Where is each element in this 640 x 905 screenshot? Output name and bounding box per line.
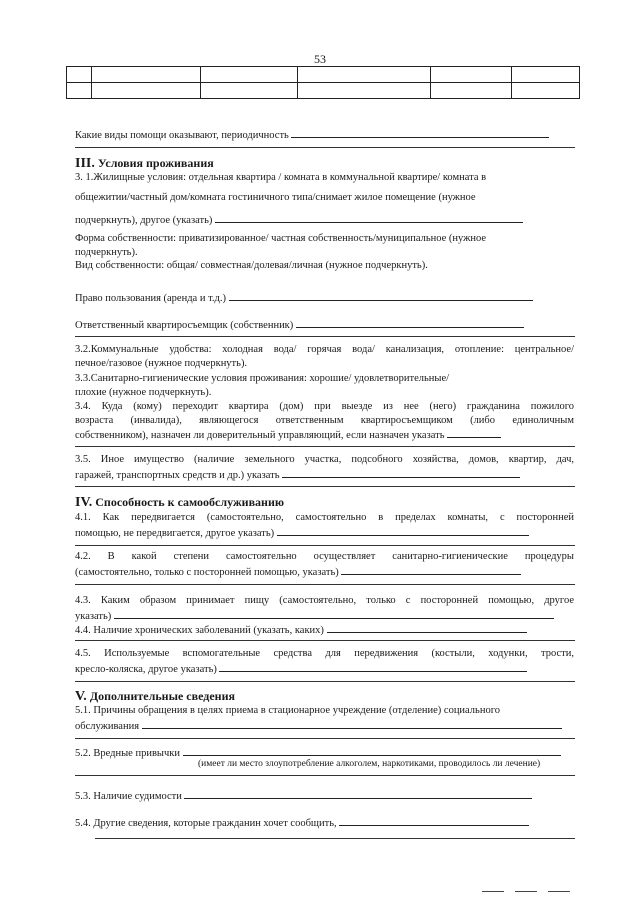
tenant-line <box>75 317 574 332</box>
table-row <box>67 67 580 83</box>
p5-4-line <box>75 815 574 830</box>
p5-2-note: (имеет ли место злоупотребление алкоголем, наркотиками, проводилось ли лечение) <box>198 759 541 769</box>
p3-1-other-field[interactable] <box>215 212 523 223</box>
help-types-line <box>75 127 574 142</box>
p5-4-label: 5.4. Другие сведения, которые гражданин хочет сообщить, <box>75 818 337 829</box>
blank-line[interactable] <box>75 545 575 546</box>
p5-2-field[interactable] <box>183 745 561 756</box>
p4-3-label: указать) <box>75 611 112 622</box>
p3-5-line-b <box>75 467 574 482</box>
right-of-use-line <box>75 290 574 305</box>
table-cell[interactable] <box>431 67 512 83</box>
section-5-heading <box>75 688 235 706</box>
p3-5-label: гаражей, транспортных средств и др.) указать <box>75 470 280 481</box>
table-cell[interactable] <box>298 83 431 99</box>
p3-4-trustee-label: собственником), назначен ли доверительный управляющий, если назначен указать <box>75 430 445 441</box>
blank-line[interactable] <box>75 584 575 585</box>
p3-2-line-b: печное/газовое (нужное подчеркнуть). <box>75 358 248 369</box>
p3-1-other-label: подчеркнуть), другое (указать) <box>75 215 213 226</box>
p3-4-trustee-field[interactable] <box>447 427 501 438</box>
p4-1-label: помощью, не передвигается, другое указать) <box>75 528 275 539</box>
help-types-label: Какие виды помощи оказывают, периодичность <box>75 130 289 141</box>
p5-2-label: 5.2. Вредные привычки <box>75 748 180 759</box>
help-types-field[interactable] <box>291 127 549 138</box>
p4-5-label: кресло-коляска, другое указать) <box>75 664 217 675</box>
table-row <box>67 83 580 99</box>
p3-2-line-a: 3.2.Коммунальные удобства: холодная вода/ горячая вода/ канализация, отопление: центральное/ <box>75 344 574 355</box>
table-cell[interactable] <box>512 83 580 99</box>
footer-mark <box>548 891 570 892</box>
blank-line[interactable] <box>75 640 575 641</box>
section-4-title: Способность к самообслуживанию <box>95 495 285 509</box>
right-of-use-field[interactable] <box>229 290 533 301</box>
ownership-form-a: Форма собственности: приватизированное/ частная собственность/муниципальное (нужное <box>75 233 487 244</box>
table-cell[interactable] <box>67 83 92 99</box>
p4-2-label: (самостоятельно, только с посторонней помощью, указать) <box>75 567 339 578</box>
footer-mark <box>482 891 504 892</box>
p5-4-field[interactable] <box>339 815 529 826</box>
p4-4-field[interactable] <box>327 622 527 633</box>
p3-3-line-a: 3.3.Санитарно-гигиенические условия проживания: хорошие/ удовлетворительные/ <box>75 373 450 384</box>
p4-1-line-b <box>75 525 574 540</box>
p4-5-line-b <box>75 661 574 676</box>
blank-line[interactable] <box>75 775 575 776</box>
p5-1-line-a: 5.1. Причины обращения в целях приема в стационарное учреждение (отделение) социального <box>75 705 500 716</box>
ownership-type: Вид собственности: общая/ совместная/долевая/личная (нужное подчеркнуть). <box>75 260 428 271</box>
blank-line[interactable] <box>75 336 575 337</box>
p4-3-field[interactable] <box>114 608 554 619</box>
p5-2-line <box>75 745 574 760</box>
p4-5-line-a: 4.5. Используемые вспомогательные средства для передвижения (костыли, ходунки, трости, <box>75 648 574 659</box>
p4-2-field[interactable] <box>341 564 521 575</box>
table-cell[interactable] <box>92 67 201 83</box>
p4-2-line-b <box>75 564 574 579</box>
p4-3-line-a: 4.3. Каким образом принимает пищу (самостоятельно, только с посторонней помощью, другое <box>75 595 574 606</box>
ownership-form-b: подчеркнуть). <box>75 247 138 258</box>
p5-1-line-b <box>75 718 574 733</box>
p3-5-field[interactable] <box>282 467 520 478</box>
p3-3-line-b: плохие (нужное подчеркнуть). <box>75 387 212 398</box>
section-5-roman: V. <box>75 689 87 704</box>
p4-4-line <box>75 622 574 637</box>
blank-line[interactable] <box>75 147 575 148</box>
section-3-heading <box>75 155 214 173</box>
p4-1-field[interactable] <box>277 525 529 536</box>
section-4-roman: IV. <box>75 495 93 510</box>
blank-line[interactable] <box>75 446 575 447</box>
p3-4-line-a: 3.4. Куда (кому) переходит квартира (дом) при выезде из нее (него) гражданина пожилого <box>75 401 574 412</box>
right-of-use-label: Право пользования (аренда и т.д.) <box>75 293 226 304</box>
tenant-field[interactable] <box>296 317 524 328</box>
section-3-title: Условия проживания <box>97 156 214 170</box>
section-4-heading <box>75 494 284 512</box>
table-cell[interactable] <box>67 67 92 83</box>
p4-2-line-a: 4.2. В какой степени самостоятельно осуществляет санитарно-гигиенические процедуры <box>75 551 574 562</box>
table-cell[interactable] <box>201 67 298 83</box>
table-cell[interactable] <box>201 83 298 99</box>
p5-1-label: обслуживания <box>75 721 140 732</box>
p3-1-line-b: общежитии/частный дом/комната гостиничного типа/снимает жилое помещение (нужное <box>75 192 476 203</box>
p5-3-label: 5.3. Наличие судимости <box>75 791 182 802</box>
blank-line[interactable] <box>75 486 575 487</box>
blank-line[interactable] <box>75 681 575 682</box>
p4-3-line-b <box>75 608 574 623</box>
p3-1-line-a: 3. 1.Жилищные условия: отдельная квартира / комната в коммунальной квартире/ комната в <box>75 172 487 183</box>
p5-3-field[interactable] <box>184 788 532 799</box>
p3-4-line-c <box>75 427 574 442</box>
table-cell[interactable] <box>298 67 431 83</box>
blank-line[interactable] <box>75 738 575 739</box>
p5-3-line <box>75 788 574 803</box>
p3-5-line-a: 3.5. Иное имущество (наличие земельного участка, подсобного хозяйства, домов, квартир, дач, <box>75 454 574 465</box>
page-number: 53 <box>314 52 326 66</box>
footer-mark <box>515 891 537 892</box>
p4-5-field[interactable] <box>219 661 527 672</box>
table-cell[interactable] <box>431 83 512 99</box>
p4-4-label: 4.4. Наличие хронических заболеваний (указать, каких) <box>75 625 324 636</box>
section-3-roman: III. <box>75 156 95 171</box>
p3-4-line-b: возраста (инвалида), являющегося ответственным квартиросъемщиком (либо единоличным <box>75 415 574 426</box>
p5-1-field[interactable] <box>142 718 562 729</box>
p3-1-line-c <box>75 212 574 227</box>
blank-line[interactable] <box>95 838 575 839</box>
table-cell[interactable] <box>512 67 580 83</box>
p4-1-line-a: 4.1. Как передвигается (самостоятельно, самостоятельно в пределах комнаты, с посторонней <box>75 512 574 523</box>
top-table <box>66 66 580 99</box>
table-cell[interactable] <box>92 83 201 99</box>
section-5-title: Дополнительные сведения <box>89 689 235 703</box>
tenant-label: Ответственный квартиросъемщик (собственник) <box>75 320 294 331</box>
